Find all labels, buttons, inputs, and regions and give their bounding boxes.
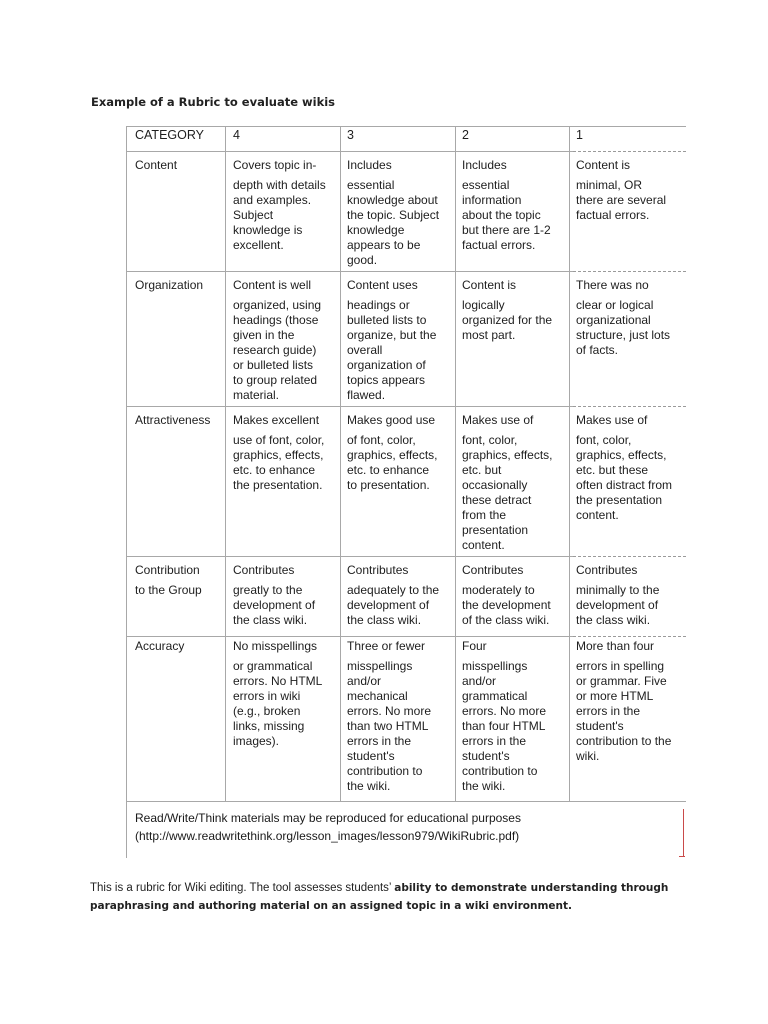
criterion-cell bbox=[462, 563, 566, 628]
criterion-first-line: Content is bbox=[576, 158, 631, 172]
criterion-text: minimally to the development of the class wiki. bbox=[576, 583, 660, 627]
criterion-cell bbox=[462, 413, 566, 553]
criterion-text: clear or logical organizational structure, just lots of facts. bbox=[576, 298, 671, 357]
rubric-source-note bbox=[135, 809, 521, 845]
criterion-cell bbox=[233, 413, 337, 493]
category-label-line1: Contribution bbox=[135, 563, 200, 577]
column-divider bbox=[340, 126, 341, 801]
column-divider bbox=[569, 126, 570, 801]
row-divider-dashed bbox=[573, 556, 686, 557]
category-label bbox=[135, 563, 202, 598]
criterion-cell bbox=[462, 639, 566, 794]
criterion-first-line: More than four bbox=[576, 639, 655, 653]
criterion-text: depth with details and examples. Subject knowledge is excellent. bbox=[233, 178, 326, 252]
criterion-cell bbox=[347, 158, 451, 268]
criterion-text: font, color, graphics, effects, etc. but occasionally these detract from the presentation content. bbox=[462, 433, 553, 552]
row-divider-dashed bbox=[573, 151, 686, 152]
criterion-text: misspellings and/or grammatical errors. No more than four HTML errors in the student's contribution to the wiki. bbox=[462, 659, 547, 793]
document-title: Example of a Rubric to evaluate wikis bbox=[91, 95, 336, 109]
criterion-cell bbox=[347, 563, 451, 628]
criterion-cell bbox=[576, 639, 686, 764]
row-divider-dashed bbox=[573, 406, 686, 407]
row-divider bbox=[126, 556, 573, 557]
criterion-first-line: Contributes bbox=[347, 563, 409, 577]
criterion-first-line: Makes use of bbox=[462, 413, 534, 427]
criterion-first-line: Contributes bbox=[576, 563, 638, 577]
row-divider-dashed bbox=[573, 636, 686, 637]
criterion-cell bbox=[462, 278, 566, 343]
row-divider bbox=[126, 636, 573, 637]
criterion-text: moderately to the development of the class wiki. bbox=[462, 583, 551, 627]
criterion-text: essential knowledge about the topic. Subject knowledge appears to be good. bbox=[347, 178, 440, 267]
criterion-text: errors in spelling or grammar. Five or more HTML errors in the student's contribution to the wiki. bbox=[576, 659, 672, 763]
criterion-first-line: There was no bbox=[576, 278, 649, 292]
criterion-cell bbox=[233, 639, 337, 749]
criterion-first-line: Content is bbox=[462, 278, 517, 292]
criterion-text: of font, color, graphics, effects, etc. to enhance to presentation. bbox=[347, 433, 438, 492]
criterion-cell bbox=[462, 158, 566, 253]
criterion-text: greatly to the development of the class wiki. bbox=[233, 583, 316, 627]
criterion-first-line: Makes excellent bbox=[233, 413, 320, 427]
criterion-text: font, color, graphics, effects, etc. but these often distract from the presentation content. bbox=[576, 433, 673, 522]
criterion-cell bbox=[576, 158, 686, 223]
header-score-3: 3 bbox=[347, 128, 354, 142]
criterion-text: adequately to the development of the class wiki. bbox=[347, 583, 440, 627]
criterion-text: misspellings and/or mechanical errors. No more than two HTML errors in the student's contribution to the wiki. bbox=[347, 659, 432, 793]
criterion-first-line: Three or fewer bbox=[347, 639, 426, 653]
criterion-first-line: Contributes bbox=[462, 563, 524, 577]
rubric-table bbox=[126, 126, 686, 858]
criterion-text: headings or bulleted lists to organize, but the overall organization of topics appears flawed. bbox=[347, 298, 437, 402]
caption-paragraph bbox=[90, 879, 730, 915]
criterion-cell bbox=[576, 563, 686, 628]
source-note-text: Read/Write/Think materials may be reproduced for educational purposes bbox=[135, 811, 521, 825]
row-divider bbox=[126, 406, 573, 407]
category-label: Accuracy bbox=[135, 639, 185, 653]
criterion-cell bbox=[347, 639, 451, 794]
criterion-first-line: Contributes bbox=[233, 563, 295, 577]
criterion-text: minimal, OR there are several factual errors. bbox=[576, 178, 667, 222]
criterion-cell bbox=[233, 563, 337, 628]
column-divider bbox=[455, 126, 456, 801]
criterion-text: logically organized for the most part. bbox=[462, 298, 553, 342]
criterion-cell bbox=[233, 278, 337, 403]
category-label: Content bbox=[135, 158, 178, 172]
criterion-cell bbox=[576, 278, 686, 358]
criterion-first-line: No misspellings bbox=[233, 639, 318, 653]
row-divider bbox=[126, 801, 686, 802]
criterion-first-line: Four bbox=[462, 639, 487, 653]
margin-mark bbox=[683, 809, 684, 856]
table-border-left bbox=[126, 126, 127, 858]
criterion-first-line: Content is well bbox=[233, 278, 312, 292]
criterion-text: essential information about the topic but there are 1-2 factual errors. bbox=[462, 178, 551, 252]
row-divider-dashed bbox=[573, 271, 686, 272]
criterion-text: use of font, color, graphics, effects, etc. to enhance the presentation. bbox=[233, 433, 325, 492]
header-category: CATEGORY bbox=[135, 128, 204, 142]
criterion-text: organized, using headings (those given in the research guide) or bulleted lists to group related material. bbox=[233, 298, 322, 402]
header-score-4: 4 bbox=[233, 128, 240, 142]
header-score-1: 1 bbox=[576, 128, 583, 142]
criterion-first-line: Covers topic in- bbox=[233, 158, 317, 172]
criterion-first-line: Includes bbox=[462, 158, 507, 172]
row-divider bbox=[126, 271, 573, 272]
source-note-url: (http://www.readwritethink.org/lesson_images/lesson979/WikiRubric.pdf) bbox=[135, 829, 520, 843]
criterion-cell bbox=[347, 278, 451, 403]
criterion-first-line: Includes bbox=[347, 158, 392, 172]
criterion-cell bbox=[347, 413, 451, 493]
criterion-first-line: Content uses bbox=[347, 278, 418, 292]
criterion-first-line: Makes good use bbox=[347, 413, 436, 427]
header-score-2: 2 bbox=[462, 128, 469, 142]
category-label: Attractiveness bbox=[135, 413, 211, 427]
criterion-cell bbox=[233, 158, 337, 253]
category-label: Organization bbox=[135, 278, 204, 292]
criterion-first-line: Makes use of bbox=[576, 413, 648, 427]
category-label-line2: to the Group bbox=[135, 583, 202, 597]
column-divider bbox=[225, 126, 226, 801]
criterion-text: or grammatical errors. No HTML errors in wiki (e.g., broken links, missing images). bbox=[233, 659, 323, 748]
caption-text-bold: ability to demonstrate understanding through paraphrasing and authoring material on an assigned topic in a wiki environment. bbox=[90, 882, 669, 912]
row-divider bbox=[126, 151, 573, 152]
row-divider bbox=[126, 126, 686, 127]
margin-mark bbox=[679, 856, 685, 857]
criterion-cell bbox=[576, 413, 686, 523]
caption-text: This is a rubric for Wiki editing. The tool assesses students’ bbox=[90, 882, 395, 894]
